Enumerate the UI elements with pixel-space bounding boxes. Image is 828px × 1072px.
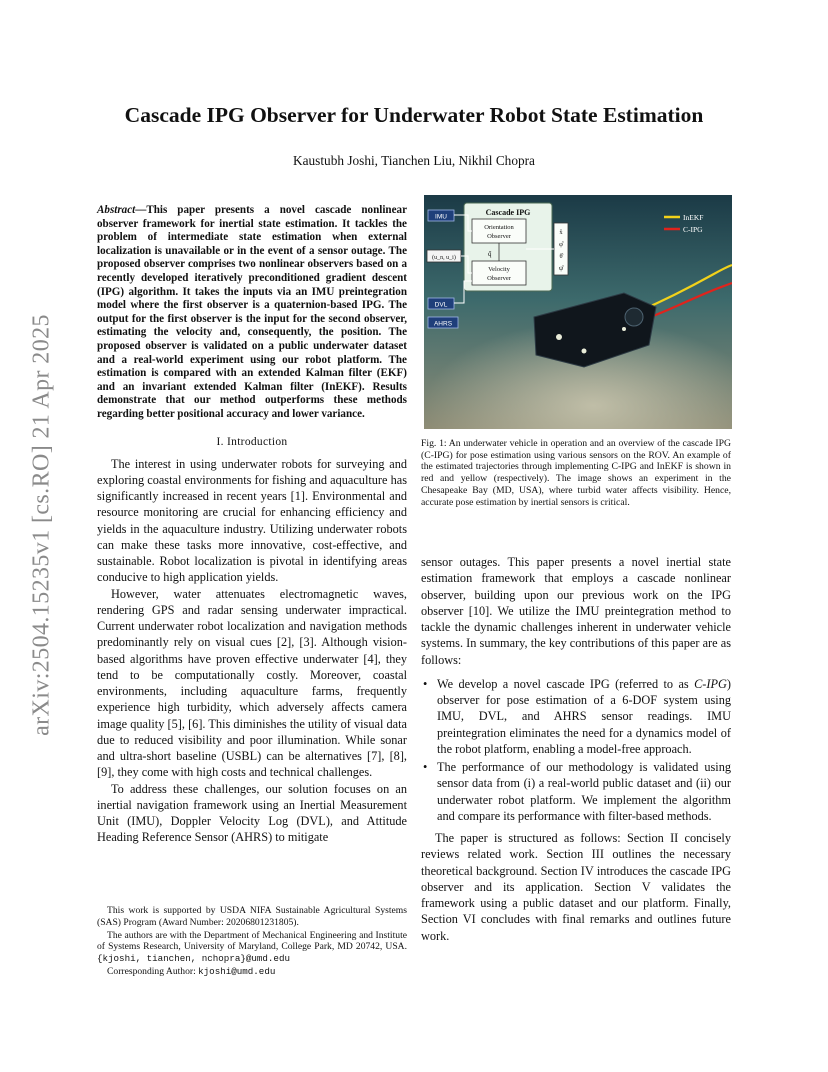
diagram-title: Cascade IPG	[485, 208, 531, 217]
bullet-1-em: C-IPG	[694, 676, 727, 691]
q-hat-label: q̂	[488, 250, 492, 258]
imu-label: IMU	[435, 213, 447, 221]
svg-text:Observer: Observer	[487, 233, 511, 240]
list-item	[421, 676, 731, 757]
output-psi: ψ̂	[558, 265, 564, 272]
author-list: Kaustubh Joshi, Tianchen Liu, Nikhil Chopra	[293, 153, 535, 168]
corresponding-email: kjoshi@umd.edu	[198, 965, 276, 977]
intro-paragraph-1: The interest in using underwater robots for surveying and exploring coastal environments for fishing and aquaculture has significantly increased in recent years [1]. Environmental and resource monitoring are crucial for enhancing efficiency and yields in the aquaculture industry. Utilizing underwater robots can make these tasks more innovative, cost-effective, and sustainable. Robot localization is pivotal in identifying areas conducive to high application yields.	[97, 456, 407, 585]
section-heading-introduction: I. Introduction	[216, 435, 288, 448]
contributions-list	[421, 676, 731, 824]
arxiv-identifier: arXiv:2504.15235v1 [cs.RO] 21 Apr 2025	[28, 314, 55, 736]
bullet-icon: •	[423, 676, 428, 691]
bullet-1-pre: We develop a novel cascade IPG (referred to as	[437, 676, 695, 691]
author-emails: {kjoshi, tianchen, nchopra}@umd.edu	[97, 953, 290, 965]
left-column	[97, 204, 407, 846]
corresponding-label: Corresponding Author:	[107, 965, 196, 977]
paper-structure-paragraph: The paper is structured as follows: Section II concisely reviews related work. Section III outlines the necessary theoretical background. Section IV introduces the cascade IPG observer and its application. Section V validates the framework using a public dataset and our platform. Finally, Section VI concludes with final remarks and outlines future work.	[421, 831, 731, 943]
svg-text:Observer: Observer	[487, 275, 511, 282]
abstract-text: —This paper presents a novel cascade nonlinear observer framework for inertial state estimation. It tackles the problem of intermediate state estimation when external localization is unavailable or in the event of a sensor outage. The proposed observer comprises two nonlinear observers based on a recently developed iteratively preconditioned gradient descent (IPG) algorithm. It takes the inputs via an IMU preintegration model where the first observer is a quaternion-based IPG. The output for the first observer is the input for the second observer, estimating the velocity and, consequently, the position. The proposed observer is validated on a public underwater dataset and a real-world experiment using our robot platform. The estimation is compared with an extended Kalman filter (EKF) and an invariant extended Kalman filter (InEKF). Results demonstrate that our method outperforms these methods regarding better positional accuracy and lower variance.	[97, 204, 407, 420]
intro-paragraph-3: To address these challenges, our solution focuses on an inertial navigation framework using an Inertial Measurement Unit (IMU), Doppler Velocity Log (DVL), and Attitude Heading Reference Sensor (AHRS) to mitigate	[97, 781, 407, 845]
footnote-corresponding	[97, 966, 407, 978]
legend-inekf-label: InEKF	[683, 213, 704, 222]
list-item	[421, 759, 731, 824]
right-column	[421, 554, 731, 944]
contributions-intro: sensor outages. This paper presents a novel inertial state estimation framework that employs a cascade nonlinear observer, building upon our previous work on the IPG observer [10]. We utilize the IMU preintegration method to tackle the dynamic challenges inherent in underwater vehicle systems. In summary, the key contributions of this paper are as follows:	[421, 555, 731, 667]
output-theta: θ̂	[559, 253, 563, 260]
figure-1-caption: Fig. 1: An underwater vehicle in operation and an overview of the cascade IPG (C-IPG) for pose estimation using various sensors on the ROV. An example of the estimated trajectories through implementing C-IPG and InEKF is shown in red and yellow (respectively). The image shows an experiment in the Chesapeake Bay (MD, USA), where turbid water affects visibility. Hence, accurate pose estimation by inertial sensors is critical.	[421, 438, 731, 508]
footnote-funding: This work is supported by USDA NIFA Sustainable Agricultural Systems (SAS) Program (Award Number: 20206801231805).	[97, 905, 407, 928]
orientation-observer-label: Orientation	[484, 224, 514, 231]
footnote-affiliation	[97, 930, 407, 965]
bullet-1-post: ) observer for pose estimation of a 6-DOF system using IMU, DVL, and AHRS sensor readings. IMU preintegration eliminates the need for a dynamics model of the robot platform, enabling a model-free approach.	[437, 676, 731, 756]
output-x: x̂	[559, 229, 563, 236]
bullet-icon: •	[423, 760, 428, 774]
footnotes	[97, 905, 407, 979]
figure-image	[424, 195, 732, 429]
ahrs-label: AHRS	[433, 320, 453, 328]
svg-text:Velocity: Velocity	[488, 266, 510, 273]
abstract-label: Abstract	[97, 204, 136, 216]
figure-1	[424, 195, 732, 429]
preintegration-label: (u_n, u_i)	[432, 255, 456, 261]
affiliation-text: The authors are with the Department of Mechanical Engineering and Institute of Systems Research, University of Maryland, College Park, MD 20742, USA.	[97, 929, 407, 953]
arxiv-side-stamp	[22, 290, 62, 760]
abstract	[97, 204, 407, 422]
intro-paragraph-2: However, water attenuates electromagnetic waves, rendering GPS and radar sensing underwater impractical. Current underwater robot localization and navigation methods predominantly rely on visual cues [2], [3]. Although vision-based algorithms have proven effective underwater [4], they tend to be computationally costly. Moreover, coastal environments, including aquaculture farms, frequently experience high turbidity, which adversely affects camera image quality [5], [6]. This diminishes the utility of visual data due to reduced visibility and poor illumination. While sonar and ultra-short baseline (USBL) can be alternatives [7], [8], [9], they come with high costs and technical challenges.	[97, 586, 407, 780]
legend-cipg-label: C-IPG	[683, 225, 703, 234]
bullet-2-text: The performance of our methodology is validated using sensor data from (i) a real-world public dataset and (ii) our underwater robot platform. We implement the algorithm and compare its performance with filter-based methods.	[437, 760, 731, 823]
paper-title: Cascade IPG Observer for Underwater Robot State Estimation	[124, 103, 704, 127]
dvl-label: DVL	[434, 301, 448, 309]
output-phi: φ̂	[559, 241, 563, 248]
